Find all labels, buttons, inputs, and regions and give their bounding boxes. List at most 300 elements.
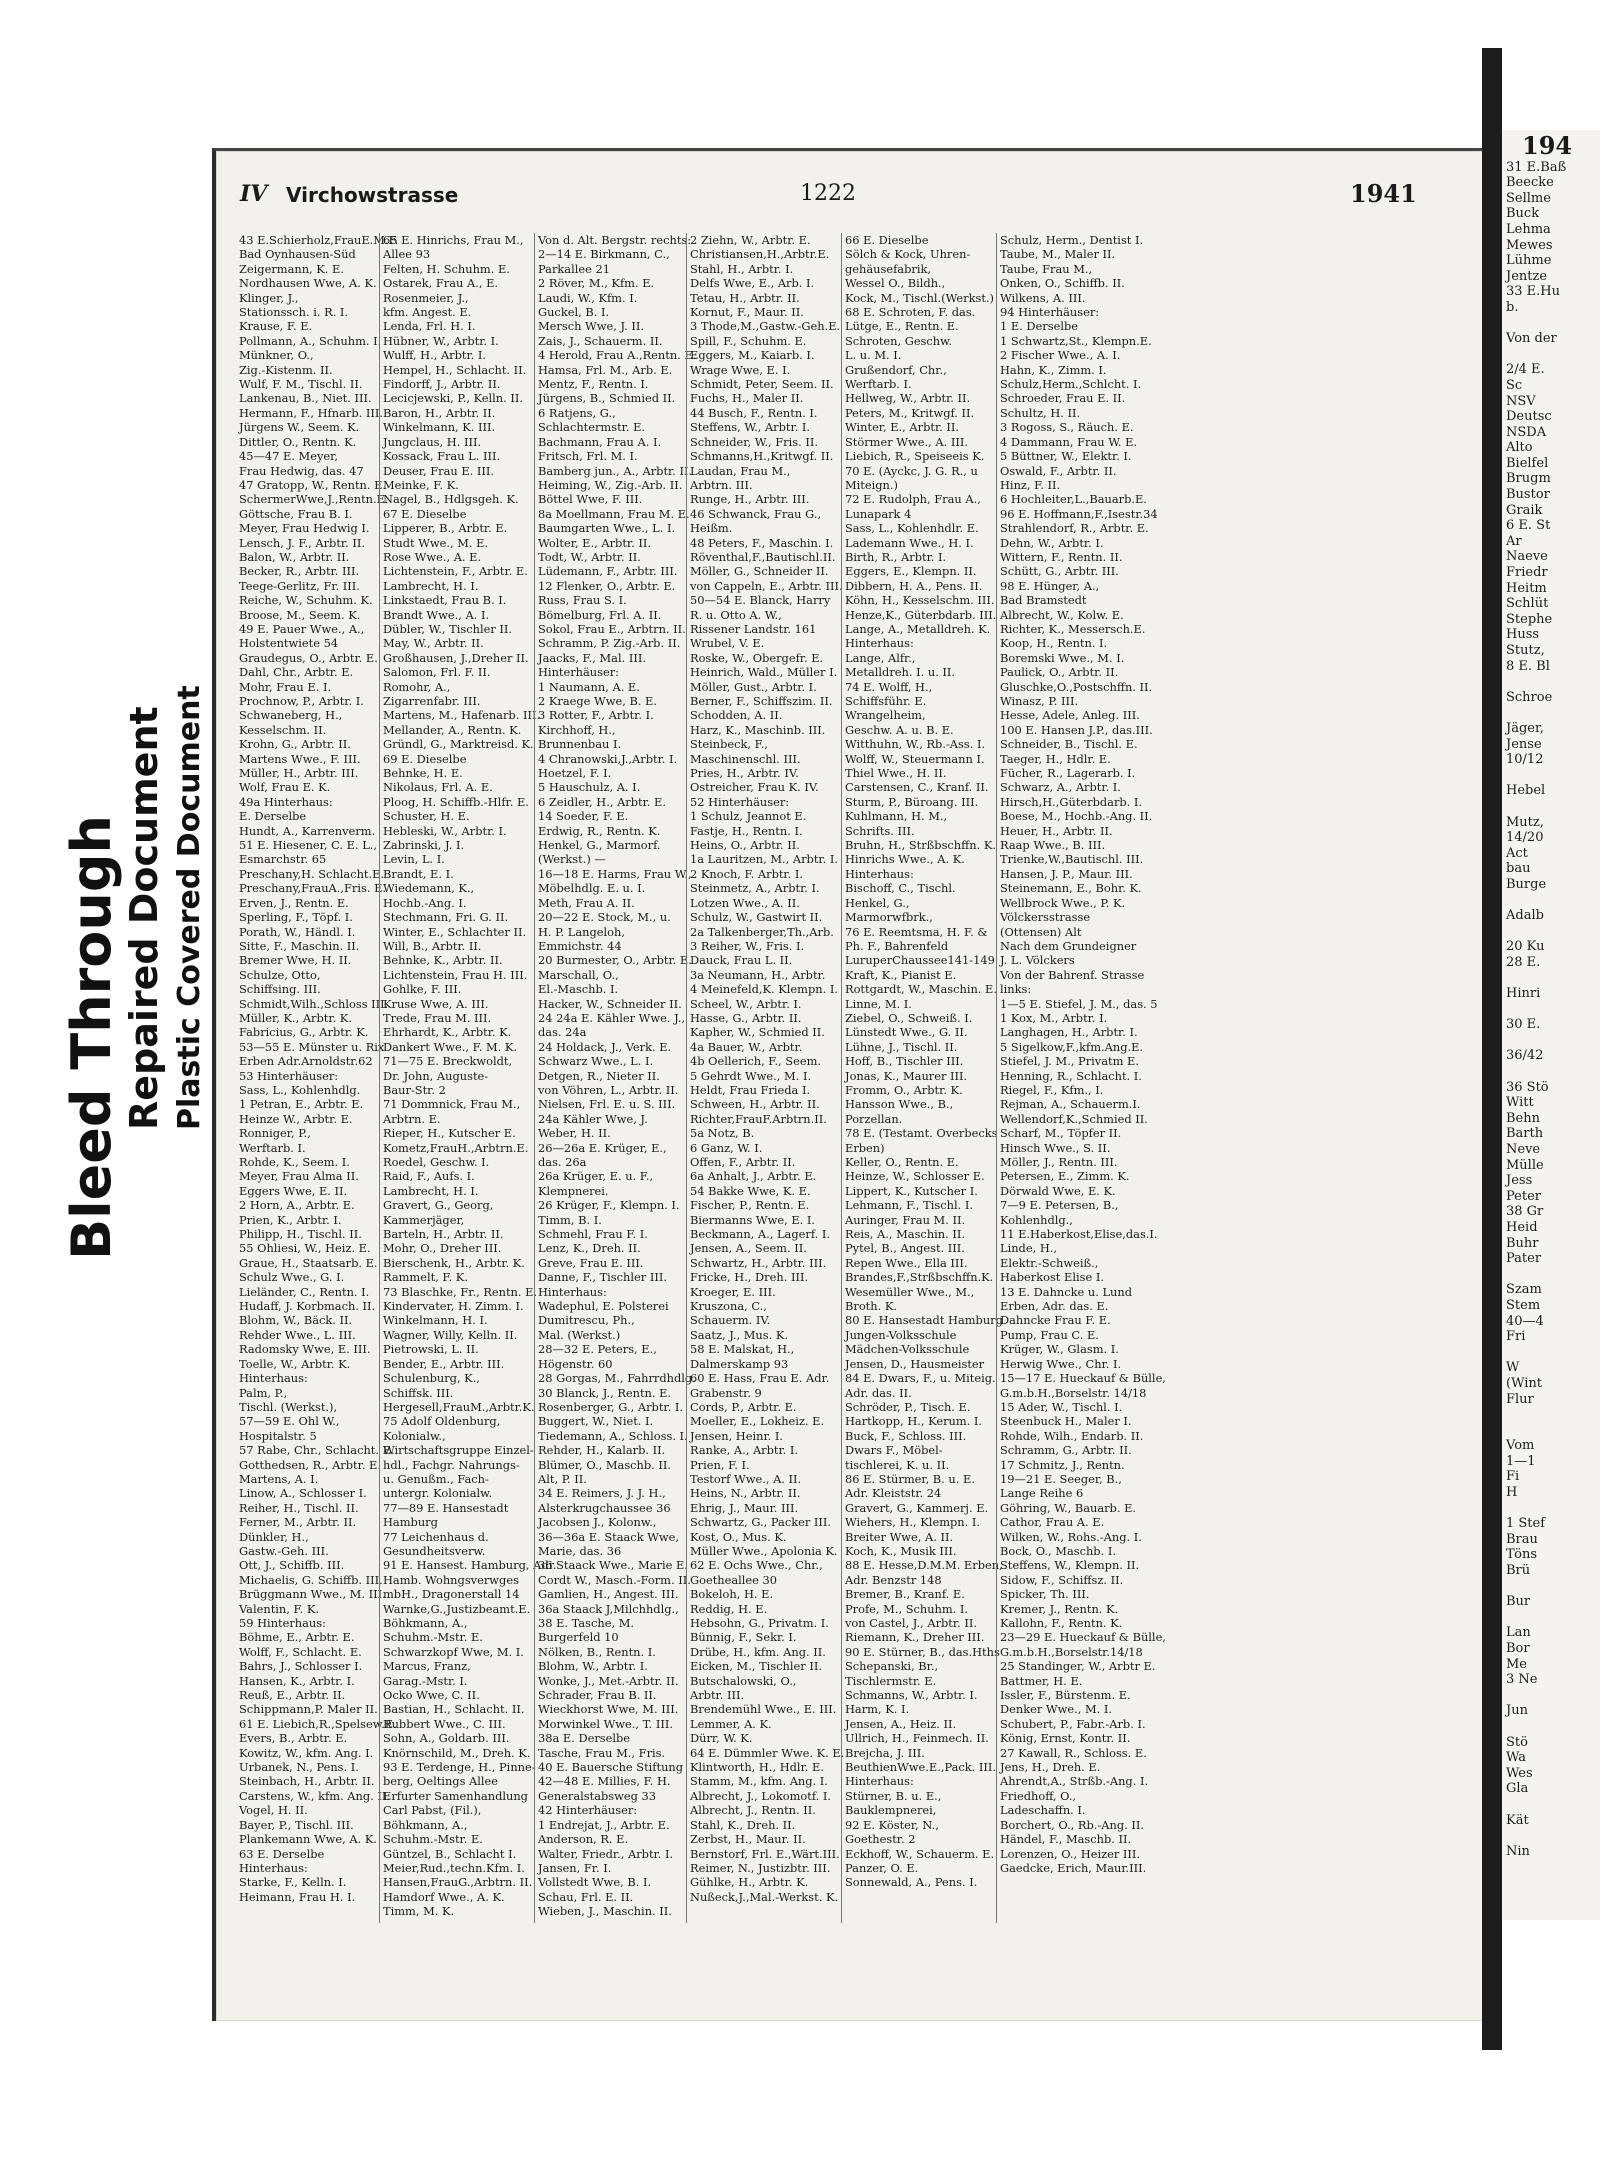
directory-entry: kfm. Angest. E.: [383, 305, 472, 320]
directory-entry: Strahlendorf, R., Arbtr. E.: [1000, 521, 1149, 536]
adjacent-page-line: bau: [1506, 861, 1531, 877]
directory-entry: Rehder Wwe., L. III.: [239, 1327, 356, 1342]
adjacent-page-line: [1502, 799, 1600, 815]
directory-entry: Linde, H.,: [1000, 1241, 1057, 1256]
directory-entry: Prien, K., Arbtr. I.: [239, 1212, 342, 1227]
directory-entry: 1 Endrejat, J., Arbtr. E.: [538, 1817, 670, 1832]
directory-entry: Stahl, H., Arbtr. I.: [690, 261, 794, 276]
directory-entry: Schiffsk. III.: [383, 1385, 454, 1400]
directory-entry: Hahn, K., Zimm. I.: [1000, 362, 1107, 377]
directory-entry: Miteign.): [845, 477, 898, 492]
directory-entry: 12 Flenker, O., Arbtr. E.: [538, 578, 676, 593]
directory-entry: Winter, E., Arbtr. II.: [845, 420, 960, 435]
directory-entry: Eggers, M., Kaiarb. I.: [690, 348, 815, 363]
adjacent-page-line: [1502, 1579, 1600, 1595]
adjacent-page-line: Lühme: [1506, 253, 1552, 269]
directory-entry: Warnke,G.,Justizbeamt.E.: [383, 1601, 531, 1616]
directory-entry: 1 E. Derselbe: [1000, 319, 1079, 334]
directory-entry: Harz, K., Maschinb. III.: [690, 722, 826, 737]
directory-entry: Hübner, W., Arbtr. I.: [383, 333, 499, 348]
directory-entry: Dahl, Chr., Arbtr. E.: [239, 665, 354, 680]
directory-entry: 7—9 E. Petersen, B.,: [1000, 1198, 1119, 1213]
directory-entry: Auringer, Frau M. II.: [845, 1212, 966, 1227]
adjacent-page-line: Ar: [1506, 533, 1522, 549]
directory-entry: Russ, Frau S. I.: [538, 593, 627, 608]
directory-entry: Schmanns,H.,Kritwgf. II.: [690, 449, 834, 464]
directory-entry: Carstensen, C., Kranf. II.: [845, 780, 989, 795]
directory-entry: Schwarzkopf Wwe, M. I.: [383, 1644, 524, 1659]
directory-entry: Händel, F., Maschb. II.: [1000, 1832, 1132, 1847]
directory-entry: Steinemann, E., Bohr. K.: [1000, 881, 1142, 896]
directory-entry: Hansson Wwe., B.,: [845, 1097, 954, 1112]
directory-entry: Thiel Wwe., H. II.: [845, 766, 947, 781]
adjacent-page-line: Behn: [1506, 1110, 1540, 1126]
directory-entry: Gravert, G., Georg,: [383, 1198, 494, 1213]
adjacent-page-line: Friedr: [1506, 565, 1548, 581]
directory-entry: Nagel, B., Hdlgsgeh. K.: [383, 492, 519, 507]
directory-entry: Toelle, W., Arbtr. K.: [239, 1356, 351, 1371]
directory-entry: Denker Wwe., M. I.: [1000, 1702, 1113, 1717]
directory-entry: Fischer, P., Rentn. E.: [690, 1198, 810, 1213]
directory-entry: Jonas, K., Maurer III.: [845, 1068, 968, 1083]
directory-entry: Werftarb. I.: [239, 1140, 306, 1155]
directory-entry: Bremer, B., Kranf. E.: [845, 1587, 965, 1602]
directory-entry: Dörwald Wwe, E. K.: [1000, 1183, 1116, 1198]
directory-entry: 4 Herold, Frau A.,Rentn. E.: [538, 348, 697, 363]
directory-entry: Findorff, J., Arbtr. II.: [383, 377, 501, 392]
directory-entry: Bruhn, H., Strßbschffn. K.: [845, 838, 996, 853]
directory-entry: Jacobsen J., Kolonw.,: [538, 1515, 657, 1530]
repaired-document-label: Repaired Document: [122, 706, 166, 1130]
adjacent-page-line: Act: [1506, 845, 1528, 861]
directory-entry: Kost, O., Mus. K.: [690, 1529, 787, 1544]
directory-entry: Hinsch Wwe., S. II.: [1000, 1140, 1111, 1155]
document-condition-labels: [60, 330, 207, 1290]
adjacent-page-line: Brü: [1506, 1563, 1531, 1579]
directory-entry: Testorf Wwe., A. II.: [690, 1471, 802, 1486]
directory-entry: 1—5 E. Stiefel, J. M., das. 5: [1000, 996, 1158, 1011]
directory-entry: 63 E. Derselbe: [239, 1846, 325, 1861]
directory-entry: Lange, A., Metalldreh. K.: [845, 621, 991, 636]
adjacent-page-line: Beecke: [1506, 175, 1554, 191]
directory-entry: Sidow, F., Schiffsz. II.: [1000, 1572, 1124, 1587]
directory-entry: Böttel Wwe, F. III.: [538, 492, 643, 507]
directory-entry: Roske, W., Obergefr. E.: [690, 650, 824, 665]
directory-entry: Heinze, W., Schlosser E.: [845, 1169, 985, 1184]
directory-entry: Kammerjäger,: [383, 1212, 465, 1227]
adjacent-page-line: W: [1506, 1360, 1520, 1376]
directory-entry: Lambrecht, H. I.: [383, 1183, 479, 1198]
directory-entry: Harm, K. I.: [845, 1702, 910, 1717]
directory-entry: Birth, R., Arbtr. I.: [845, 549, 947, 564]
directory-entry: Klintworth, H., Hdlr. E.: [690, 1760, 824, 1775]
adjacent-page-line: Adalb: [1506, 908, 1544, 924]
directory-entry: Nordhausen Wwe, A. K.: [239, 276, 377, 291]
adjacent-page-line: [1502, 347, 1600, 363]
directory-entry: Steinbach, H., Arbtr. II.: [239, 1774, 375, 1789]
directory-entry: Vollstedt Wwe, B. I.: [538, 1875, 652, 1890]
directory-entry: 58 E. Malskat, H.,: [690, 1342, 795, 1357]
directory-entry: Ronniger, P.,: [239, 1126, 311, 1141]
directory-entry: Schiffsführ. E.: [845, 694, 927, 708]
directory-entry: Lemmer, A. K.: [690, 1716, 772, 1731]
adjacent-page-line: 2/4 E.: [1506, 362, 1545, 378]
directory-entry: 2 Fischer Wwe., A. I.: [1000, 348, 1121, 363]
directory-entry: Gaedcke, Erich, Maur.III.: [1000, 1860, 1147, 1875]
adjacent-page-line: [1502, 924, 1600, 940]
directory-entry: Broth. K.: [845, 1299, 897, 1314]
directory-entry: Evers, B., Arbtr. E.: [239, 1731, 348, 1746]
directory-entry: L. u. M. I.: [845, 348, 902, 363]
directory-entry: Meinke, F. K.: [383, 477, 459, 492]
directory-entry: Buck, F., Schloss. III.: [845, 1428, 967, 1443]
directory-entry: Runge, H., Arbtr. III.: [690, 492, 810, 507]
adjacent-page-line: Sc: [1506, 377, 1523, 393]
directory-entry: Schroeder, Frau E. II.: [1000, 391, 1126, 406]
adjacent-page-line: NSDA: [1506, 424, 1547, 440]
directory-entry: Maschinenschl. III.: [690, 751, 801, 766]
page-binding-strip: [1482, 48, 1502, 2050]
directory-entry: 65 E. Hinrichs, Frau M.,: [383, 233, 524, 247]
directory-entry: Möller, G., Schneider II.: [690, 564, 829, 579]
directory-entry: Prien, F. I.: [690, 1457, 750, 1472]
directory-entry: Allee 93: [383, 247, 431, 262]
directory-entry: Bad Bramstedt: [1000, 593, 1087, 608]
directory-entry: R. u. Otto A. W.,: [690, 607, 782, 622]
directory-entry: Jansen, Fr. I.: [538, 1860, 612, 1875]
directory-entry: 1a Lauritzen, M., Arbtr. I.: [690, 852, 838, 867]
directory-entry: Zeigermann, K. E.: [239, 261, 344, 276]
directory-entry: Levin, L. I.: [383, 852, 445, 867]
directory-entry: 20 Burmester, O., Arbtr. E.: [538, 953, 692, 968]
directory-entry: Mentz, F., Rentn. I.: [538, 377, 649, 392]
directory-entry: Haberkost Elise I.: [1000, 1270, 1104, 1285]
directory-entry: Wiedemann, K.,: [383, 881, 475, 896]
directory-entry: Alsterkrugchaussee 36: [538, 1500, 671, 1515]
directory-entry: 74 E. Wolff, H.,: [845, 679, 933, 694]
directory-entry: Jensen, D., Hausmeister: [845, 1356, 985, 1371]
directory-entry: 2 Kraege Wwe, B. E.: [538, 694, 657, 708]
adjacent-page-line: 40—4: [1506, 1313, 1544, 1329]
adjacent-page-line: [1502, 1407, 1600, 1423]
directory-entry: Zais, J., Schauerm. II.: [538, 333, 663, 348]
directory-entry: Nikolaus, Frl. A. E.: [383, 780, 493, 795]
directory-entry: Boese, M., Hochb.-Ang. II.: [1000, 809, 1153, 824]
directory-entry: Rubbert Wwe., C. III.: [383, 1716, 506, 1731]
directory-entry: Winter, E., Schlachter II.: [383, 924, 527, 939]
directory-entry: Burgerfeld 10: [538, 1630, 619, 1645]
directory-entry: Köhn, H., Kesselschm. III.: [845, 593, 995, 608]
directory-entry: 77—89 E. Hansestadt: [383, 1500, 509, 1515]
adjacent-page-line: Hinri: [1506, 986, 1541, 1002]
directory-entry: Lünstedt Wwe., G. II.: [845, 1025, 968, 1040]
directory-entry: Taube, M., Maler II.: [1000, 247, 1116, 262]
directory-entry: Meyer, Frau Hedwig I.: [239, 521, 370, 536]
directory-entry: Schramm, P. Zig.-Arb. II.: [538, 636, 681, 651]
directory-entry: Reimer, N., Justizbtr. III.: [690, 1860, 831, 1875]
directory-entry: Stahl, K., Dreh. II.: [690, 1817, 796, 1832]
directory-entry: Sitte, F., Maschin. II.: [239, 938, 360, 953]
directory-entry: Zabrinski, J. I.: [383, 838, 465, 853]
directory-entry: Moeller, E., Lokheiz. E.: [690, 1414, 825, 1429]
directory-entry: König, Ernst, Kontr. II.: [1000, 1731, 1131, 1746]
directory-entry: Martens Wwe., F. III.: [239, 751, 361, 766]
directory-entry: 4 Meinefeld,K. Klempn. I.: [690, 982, 838, 997]
directory-entry: Lichtenstein, Frau H. III.: [383, 967, 528, 982]
directory-entry: Rammelt, F. K.: [383, 1270, 468, 1285]
directory-entry: Battmer, H. E.: [1000, 1673, 1083, 1688]
column-2: [379, 233, 557, 1923]
directory-entry: von Castel, J., Arbtr. II.: [845, 1616, 977, 1630]
directory-entry: Ranke, A., Arbtr. I.: [690, 1443, 799, 1458]
directory-entry: 1 Petran, E., Arbtr. E.: [239, 1097, 364, 1112]
directory-entry: von Cappeln, E., Arbtr. III.: [690, 578, 843, 593]
directory-entry: Schepanski, Br.,: [845, 1659, 939, 1674]
directory-entry: Linkstaedt, Frau B. I.: [383, 593, 507, 608]
directory-entry: Kometz,FrauH.,Arbtrn.E.: [383, 1140, 529, 1155]
directory-entry: Ploog, H. Schiffb.-Hlfr. E.: [383, 794, 529, 809]
directory-entry: Mohr, Frau E. I.: [239, 679, 332, 694]
adjacent-page-line: 8 E. Bl: [1506, 658, 1550, 674]
adjacent-page-lines: [1502, 160, 1600, 1860]
directory-entry: Ehrig, J., Maur. III.: [690, 1500, 799, 1515]
directory-entry: 100 E. Hansen J.P., das.III.: [1000, 722, 1153, 737]
directory-entry: 84 E. Dwars, F., u. Miteig.: [845, 1371, 996, 1386]
directory-entry: Högenstr. 60: [538, 1356, 613, 1371]
directory-entry: Wilkens, A. III.: [1000, 290, 1086, 305]
directory-entry: Fritsch, Frl. M. I.: [538, 449, 638, 464]
directory-entry: 5 Sigelkow,F.,kfm.Ang.E.: [1000, 1039, 1144, 1054]
directory-entry: Onken, O., Schiffb. II.: [1000, 276, 1125, 291]
directory-entry: 20—22 E. Stock, M., u.: [538, 910, 671, 925]
directory-entry: Schubert, P., Fabr.-Arb. I.: [1000, 1716, 1146, 1731]
adjacent-page-line: Neve: [1506, 1142, 1541, 1157]
adjacent-page-line: Schroe: [1506, 689, 1553, 705]
directory-entry: Rehder, H., Kalarb. II.: [538, 1443, 666, 1458]
directory-entry: 34 E. Reimers, J. J. H.,: [538, 1486, 666, 1501]
directory-entry: Wirtschaftsgruppe Einzel-: [383, 1443, 534, 1458]
directory-entry: Albrecht, J., Rentn. II.: [690, 1803, 816, 1818]
directory-entry: Erben): [845, 1140, 885, 1155]
directory-entry: 6 Ratjens, G.,: [538, 405, 616, 420]
plastic-covered-label: Plastic Covered Document: [172, 685, 207, 1130]
directory-entry: 16—18 E. Harms, Frau W.,: [538, 866, 692, 881]
directory-entry: Schiffsing. III.: [239, 982, 321, 997]
directory-entry: Müller, H., Arbtr. III.: [239, 766, 359, 781]
directory-entry: Lippert, K., Kutscher I.: [845, 1183, 978, 1198]
directory-entry: Kowitz, W., kfm. Ang. I.: [239, 1745, 374, 1760]
directory-entry: Steffens, W., Arbtr. I.: [690, 420, 811, 435]
adjacent-page-line: 30 E.: [1506, 1017, 1541, 1033]
directory-entry: Hansen, K., Arbtr. I.: [239, 1673, 355, 1688]
directory-entry: Brüggmann Wwe., M. III.: [239, 1587, 386, 1602]
adjacent-page-line: [1502, 893, 1600, 909]
directory-entry: Adr. Kleiststr. 24: [845, 1486, 942, 1501]
directory-entry: Schulz, W., Gastwirt II.: [690, 910, 823, 925]
directory-entry: Cathor, Frau A. E.: [1000, 1515, 1105, 1530]
directory-entry: Henkel, G.,: [845, 895, 910, 910]
directory-entry: 17 Schmitz, J., Rentn.: [1000, 1457, 1125, 1472]
directory-entry: Schmidt,Wilh.,Schloss III.: [239, 996, 389, 1011]
directory-entry: Ph. F., Bahrenfeld: [845, 938, 949, 953]
directory-entry: Generalstabsweg 33: [538, 1788, 657, 1803]
directory-entry: Arbtrn. III.: [690, 477, 753, 492]
adjacent-page-line: Buck: [1506, 206, 1540, 222]
directory-entry: Hergesell,FrauM.,Arbtr.K.: [383, 1399, 535, 1414]
adjacent-page-line: [1502, 1002, 1600, 1018]
directory-entry: 2 Röver, M., Kfm. E.: [538, 276, 655, 291]
directory-entry: Issler, F., Bürstenm. E.: [1000, 1688, 1131, 1703]
directory-entry: Stechmann, Fri. G. II.: [383, 910, 509, 925]
directory-entry: Riemann, K., Dreher III.: [845, 1630, 985, 1645]
directory-entry: Sohn, A., Goldarb. III.: [383, 1731, 510, 1746]
adjacent-page-line: Barth: [1506, 1126, 1544, 1142]
directory-entry: Ahrendt,A., Strßb.-Ang. I.: [1000, 1774, 1149, 1789]
directory-entry: 42 Hinterhäuser:: [538, 1803, 638, 1818]
adjacent-page-line: Burge: [1506, 876, 1547, 892]
directory-entry: G.m.b.H.,Borselstr. 14/18: [1000, 1385, 1147, 1400]
directory-entry: Meth, Frau A. II.: [538, 895, 635, 910]
directory-entry: BeuthienWwe.E.,Pack. III.: [845, 1760, 997, 1775]
directory-entry: Meyer, Frau Alma II.: [239, 1169, 359, 1184]
directory-entry: 5 Gehrdt Wwe., M. I.: [690, 1068, 812, 1083]
directory-entry: Gamlien, H., Angest. III.: [538, 1587, 679, 1602]
directory-entry: Witthuhn, W., Rb.-Ass. I.: [845, 737, 986, 752]
adjacent-page-line: Huss: [1506, 627, 1540, 643]
directory-entry: 14 Soeder, F. E.: [538, 809, 629, 824]
directory-entry: Klinger, J.,: [239, 290, 299, 305]
directory-entry: 30 Blanck, J., Rentn. E.: [538, 1385, 672, 1400]
directory-entry: 62 E. Ochs Wwe., Chr.,: [690, 1558, 823, 1573]
directory-entry: Spill, F., Schuhm. E.: [690, 333, 807, 348]
directory-entry: Jaacks, F., Mal. III.: [538, 650, 646, 665]
directory-entry: Wadephul, E. Polsterei: [538, 1299, 669, 1314]
directory-entry: Schrifts. III.: [845, 823, 915, 838]
street-title: Virchowstrasse: [286, 183, 459, 207]
directory-entry: 6a Anhalt, J., Arbtr. E.: [690, 1169, 817, 1184]
directory-entry: Bastian, H., Schlacht. II.: [383, 1702, 525, 1717]
directory-entry: Knörnschild, M., Dreh. K.: [383, 1745, 531, 1760]
year: 1941: [1350, 179, 1417, 208]
directory-entry: Pytel, B., Angest. III.: [845, 1241, 965, 1256]
adjacent-page-line: [1502, 1423, 1600, 1439]
adjacent-page-line: Peter: [1506, 1188, 1541, 1204]
directory-entry: Wrubel, V. E.: [690, 636, 765, 651]
directory-entry: Heuer, H., Arbtr. II.: [1000, 823, 1113, 838]
directory-entry: Schulz,Herm.,Schlcht. I.: [1000, 377, 1142, 392]
adjacent-page-line: Bustor: [1506, 487, 1550, 503]
directory-entry: Fromm, O., Arbtr. K.: [845, 1082, 963, 1097]
directory-entry: Dumitrescu, Ph.,: [538, 1313, 635, 1328]
directory-entry: Wolf, Frau E. K.: [239, 780, 331, 795]
directory-entry: 96 E. Hoffmann,F.,Isestr.34: [1000, 506, 1158, 521]
directory-entry: 2a Talkenberger,Th.,Arb.: [690, 924, 834, 939]
directory-entry: 72 E. Rudolph, Frau A.,: [845, 492, 981, 507]
directory-entry: Tasche, Frau M., Fris.: [538, 1745, 666, 1760]
directory-entry: Gotthedsen, R., Arbtr. E.: [239, 1457, 381, 1472]
directory-entry: Fabricius, G., Arbtr. K.: [239, 1025, 369, 1040]
directory-entry: Erven, J., Rentn. E.: [239, 895, 349, 910]
directory-entry: 68 E. Schroten, F. das.: [845, 305, 976, 320]
adjacent-page-line: Hebel: [1506, 783, 1546, 799]
directory-entry: Dankert Wwe., F. M. K.: [383, 1039, 518, 1054]
directory-entry: Graudegus, O., Arbtr. E.: [239, 650, 378, 665]
directory-entry: 28—32 E. Peters, E.,: [538, 1342, 657, 1357]
adjacent-page-line: [1502, 1828, 1600, 1844]
directory-entry: Anderson, R. E.: [538, 1832, 629, 1847]
directory-entry: Möbelhdlg. E. u. I.: [538, 881, 646, 896]
directory-entry: 6 Ganz, W. I.: [690, 1140, 763, 1155]
directory-entry: 2 Knoch, F. Arbtr. I.: [690, 866, 803, 881]
directory-entry: Langhagen, H., Arbtr. I.: [1000, 1025, 1138, 1040]
directory-entry: Dwars F., Möbel-: [845, 1443, 943, 1458]
directory-entry: Delfs Wwe, E., Arb. I.: [690, 276, 815, 291]
directory-entry: Wulff, H., Arbtr. I.: [383, 348, 487, 363]
directory-entry: Adr. das. II.: [845, 1385, 912, 1400]
directory-entry: Eggers Wwe, E. II.: [239, 1183, 348, 1198]
directory-entry: Porath, W., Händl. I.: [239, 924, 356, 939]
directory-entry: 24 Holdack, J., Verk. E.: [538, 1039, 672, 1054]
directory-entry: Offen, F., Arbtr. II.: [690, 1155, 796, 1169]
directory-entry: Kock, M., Tischl.(Werkst.): [845, 290, 994, 305]
directory-entry: Lichtenstein, F., Arbtr. E.: [383, 564, 528, 579]
directory-entry: Panzer, O. E.: [845, 1860, 919, 1875]
directory-entry: Preschany,FrauA.,Fris. E.: [239, 881, 387, 896]
directory-entry: Schütt, G., Arbtr. III.: [1000, 564, 1119, 579]
directory-entry: Schuhm.-Mstr. E.: [383, 1630, 483, 1645]
directory-entry: Schween, H., Arbtr. II.: [690, 1097, 820, 1112]
directory-entry: Steenbuck H., Maler I.: [1000, 1414, 1132, 1429]
directory-entry: Dürr, W. K.: [690, 1731, 753, 1746]
adjacent-page-line: Brugm: [1506, 471, 1551, 487]
directory-entry: Lenda, Frl. H. I.: [383, 319, 476, 334]
directory-entry: 93 E. Terdenge, H., Pinne-: [383, 1760, 536, 1775]
directory-entry: Mädchen-Volksschule: [845, 1342, 970, 1357]
adjacent-page-line: 31 E.Baß: [1506, 159, 1567, 175]
directory-entry: links:: [1000, 982, 1032, 997]
directory-entry: 46 Schwanck, Frau G.,: [690, 506, 822, 521]
directory-entry: Teege-Gerlitz, Fr. III.: [239, 578, 360, 593]
adjacent-page-line: Lan: [1506, 1625, 1531, 1641]
directory-entry: Wessel O., Bildh.,: [845, 276, 946, 291]
directory-entry: 15—17 E. Hueckauf & Bülle,: [1000, 1371, 1166, 1386]
directory-entry: SchermerWwe,J.,Rentn.E.: [239, 492, 389, 507]
directory-entry: Steinmetz, A., Arbtr. I.: [690, 881, 820, 896]
directory-entry: 40 E. Bauersche Stiftung: [538, 1760, 684, 1775]
directory-entry: Sölch & Kock, Uhren-: [845, 247, 971, 262]
directory-entry: Wieckhorst Wwe, M. III.: [538, 1702, 679, 1717]
directory-entry: Jensen, A., Seem. II.: [690, 1241, 807, 1256]
adjacent-page-line: Lehma: [1506, 221, 1551, 237]
directory-entry: Bokeloh, H. E.: [690, 1587, 774, 1602]
directory-entry: 5 Hauschulz, A. I.: [538, 780, 641, 795]
adjacent-page-line: Stö: [1506, 1734, 1528, 1750]
directory-entry: Starke, F., Kelln. I.: [239, 1875, 347, 1890]
directory-entry: Münkner, O.,: [239, 348, 314, 363]
directory-entry: (Ottensen) Alt: [1000, 924, 1082, 939]
directory-entry: Pries, H., Arbtr. IV.: [690, 766, 799, 781]
directory-entry: Drübe, H., kfm. Ang. II.: [690, 1644, 826, 1659]
directory-entry: Mersch Wwe, J. II.: [538, 319, 645, 334]
directory-entry: Lankenau, B., Niet. III.: [239, 391, 372, 406]
directory-entry: Baumgarten Wwe., L. I.: [538, 521, 676, 536]
directory-entry: Butschalowski, O.,: [690, 1673, 797, 1688]
adjacent-page-line: [1502, 1610, 1600, 1626]
directory-entry: Gohlke, F. III.: [383, 982, 462, 997]
adjacent-page-line: 36 Stö: [1506, 1079, 1549, 1095]
directory-entry: Hamdorf Wwe., A. K.: [383, 1889, 505, 1904]
directory-entry: Nach dem Grundeigner: [1000, 938, 1137, 953]
